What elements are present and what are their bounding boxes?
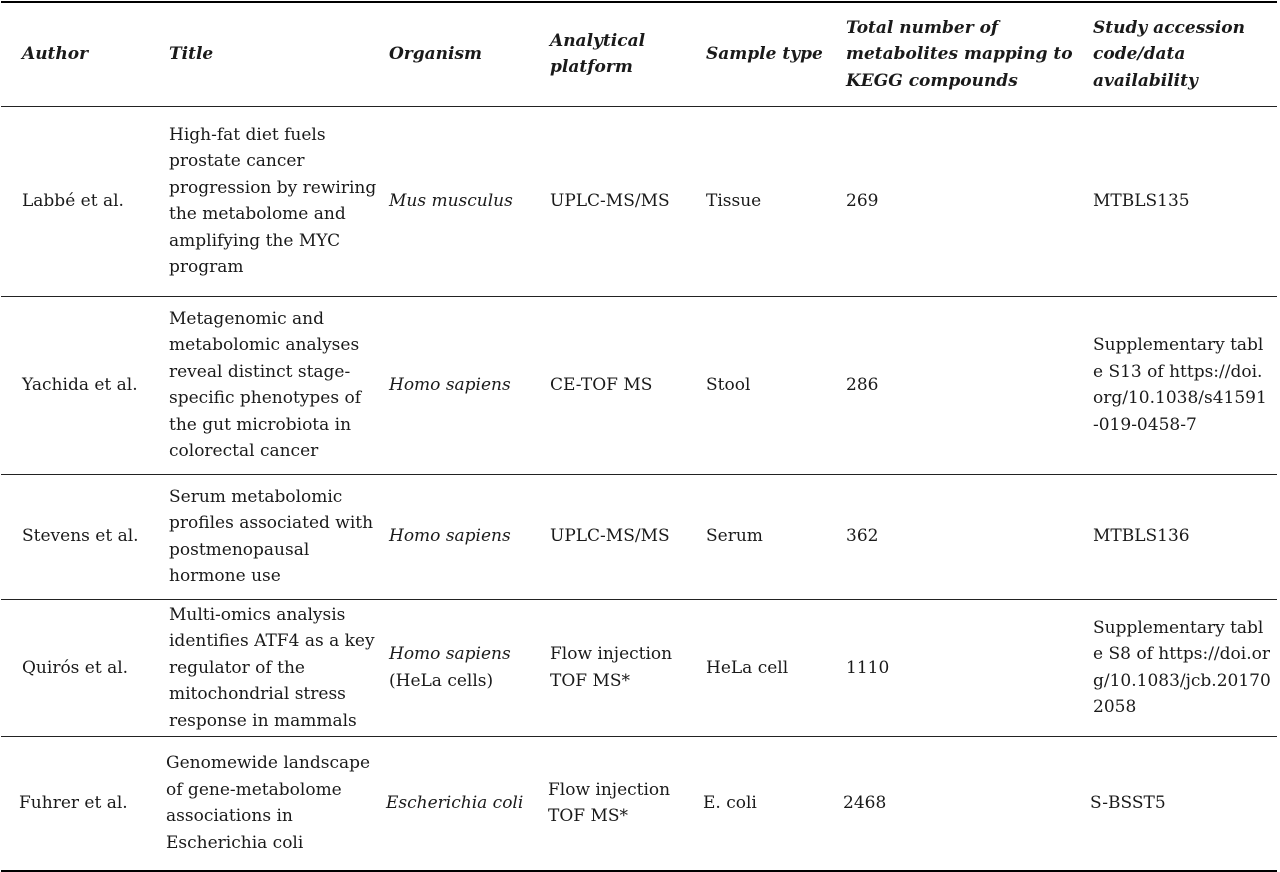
metabolomics-studies-table	[1, 1, 1277, 872]
accession-cell: MTBLS136	[1093, 526, 1190, 547]
title-cell: Multi-omics analysis identifies ATF4 as a key regulator of the mitochondrial stress response in mammals	[169, 604, 375, 731]
header-analytical-platform: Analytical platform	[545, 2, 700, 106]
header-author: Author	[1, 2, 161, 106]
accession-cell: S-BSST5	[1090, 793, 1166, 813]
table-row	[1, 106, 1277, 296]
metabolite-count-cell: 286	[846, 374, 879, 395]
accession-cell: MTBLS135	[1093, 190, 1190, 211]
table-row	[1, 599, 1277, 737]
header-sample-type: Sample type	[700, 2, 839, 106]
title-cell: Genomewide landscape of gene-metabolome associations in Escherichia coli	[166, 753, 371, 853]
author-cell: Labbé et al.	[22, 190, 124, 211]
platform-cell: CE-TOF MS	[550, 374, 653, 395]
author-cell: Yachida et al.	[22, 374, 138, 395]
sample-type-cell: Serum	[706, 526, 763, 547]
table-row	[1, 474, 1277, 599]
platform-cell: Flow injection TOF MS*	[550, 644, 673, 691]
organism-cell: Homo sapiens	[389, 374, 511, 395]
platform-cell: Flow injection TOF MS*	[548, 779, 671, 827]
author-cell: Stevens et al.	[22, 526, 139, 547]
organism-note: (HeLa cells)	[389, 670, 494, 691]
header-total-metabolites: Total number of metabolites mapping to KEGG compounds	[839, 2, 1090, 106]
sample-type-cell: HeLa cell	[706, 657, 789, 678]
header-title: Title	[161, 2, 381, 106]
organism-cell: Mus musculus	[389, 190, 513, 211]
organism-cell	[381, 599, 545, 737]
author-cell: Quirós et al.	[22, 657, 129, 678]
metabolite-count-cell: 362	[846, 526, 879, 547]
metabolite-count-cell: 269	[846, 190, 879, 211]
title-cell: High-fat diet fuels prostate cancer progression by rewiring the metabolome and amplifying the MYC program	[169, 124, 377, 277]
title-cell: Metagenomic and metabolomic analyses reveal distinct stage-specific phenotypes of the gut microbiota in colorectal cancer	[169, 308, 361, 461]
platform-cell: UPLC-MS/MS	[550, 526, 670, 547]
table-row	[1, 737, 1277, 871]
organism-name: Homo sapiens	[389, 644, 511, 665]
sample-type-cell: Stool	[706, 374, 751, 395]
header-accession: Study accession code/data availability	[1090, 2, 1277, 106]
sample-type-cell: E. coli	[703, 793, 757, 813]
accession-cell: Supplementary table S8 of https://doi.org/10.1083/jcb.201702058	[1093, 617, 1271, 718]
header-organism: Organism	[381, 2, 545, 106]
platform-cell: UPLC-MS/MS	[550, 190, 670, 211]
accession-cell: Supplementary table S13 of https://doi.org/10.1038/s41591-019-0458-7	[1093, 335, 1267, 435]
title-cell: Serum metabolomic profiles associated with postmenopausal hormone use	[169, 486, 374, 586]
sample-type-cell: Tissue	[706, 190, 762, 211]
organism-cell: Escherichia coli	[386, 793, 524, 813]
organism-cell: Homo sapiens	[389, 526, 511, 547]
author-cell: Fuhrer et al.	[19, 793, 128, 813]
metabolite-count-cell: 1110	[846, 657, 890, 678]
header-row	[1, 2, 1277, 106]
metabolite-count-cell: 2468	[843, 793, 887, 813]
table-row	[1, 296, 1277, 474]
